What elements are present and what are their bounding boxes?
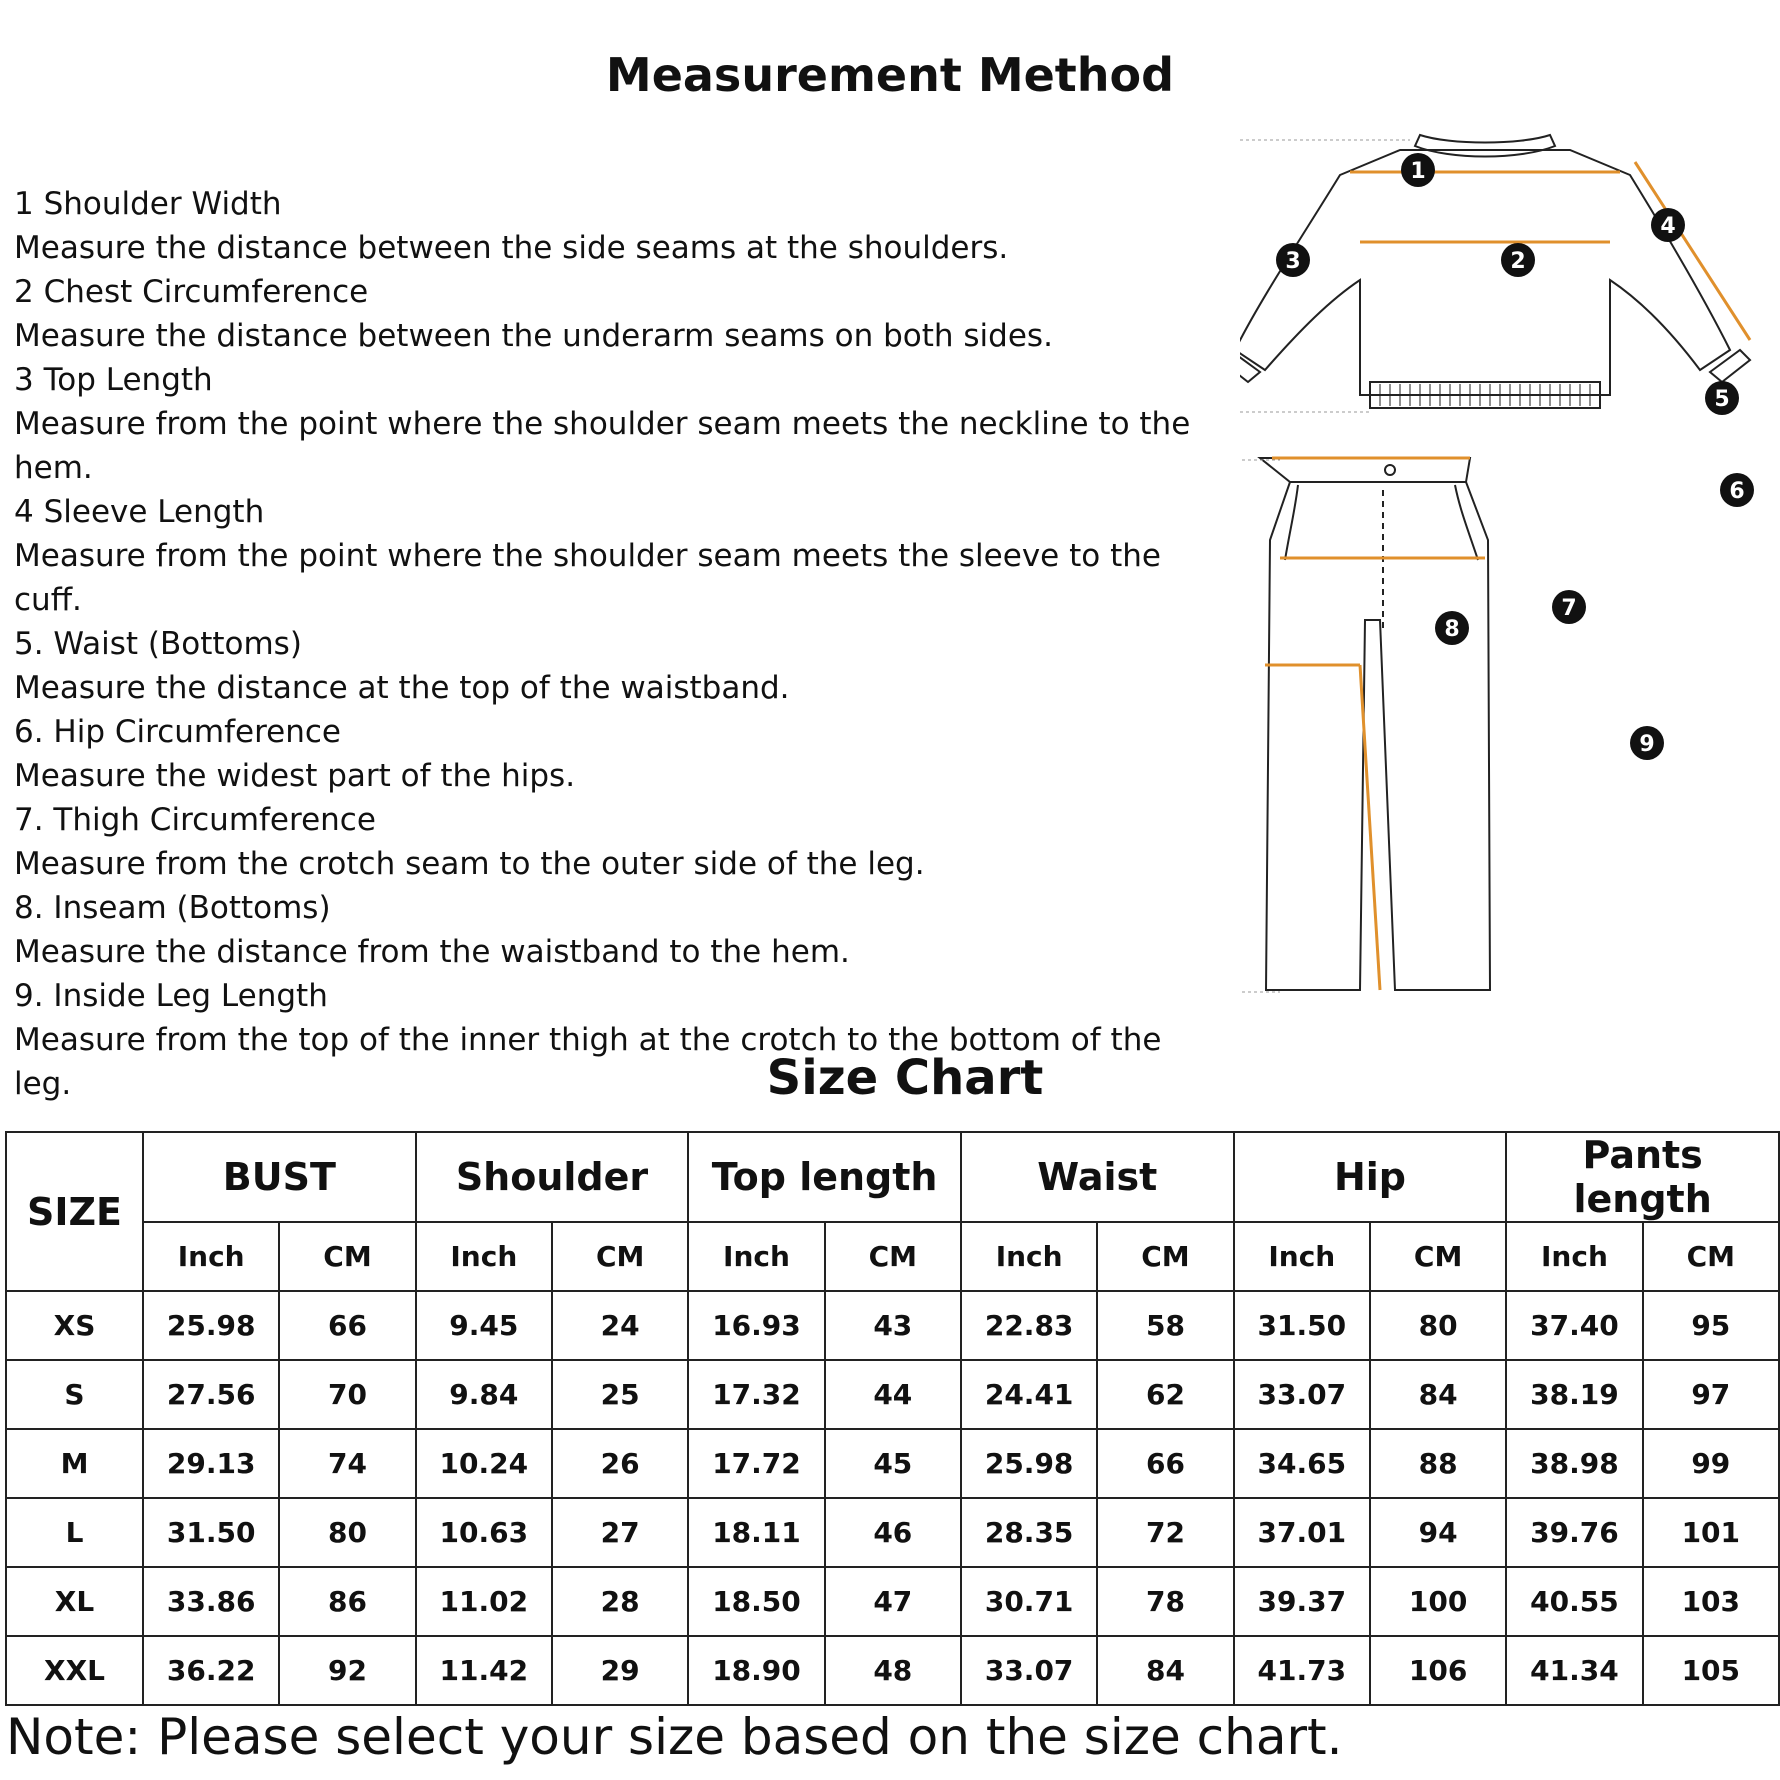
instruction-text: Measure the widest part of the hips.	[14, 758, 576, 794]
size-label: XXL	[6, 1636, 143, 1705]
unit-header: CM	[1370, 1222, 1506, 1291]
table-cell: 103	[1643, 1567, 1779, 1636]
table-cell: 70	[279, 1360, 415, 1429]
instruction-text: Measure from the point where the shoulder seam meets the sleeve to the cuff.	[14, 538, 1171, 618]
table-cell: 10.24	[416, 1429, 552, 1498]
table-cell: 30.71	[961, 1567, 1097, 1636]
table-cell: 29	[552, 1636, 688, 1705]
badge-number: 3	[1285, 249, 1301, 274]
table-cell: 27	[552, 1498, 688, 1567]
table-cell: 25.98	[143, 1291, 279, 1360]
table-row	[6, 1360, 1779, 1429]
table-cell: 25.98	[961, 1429, 1097, 1498]
table-cell: 31.50	[143, 1498, 279, 1567]
sweater-measure-lines	[1240, 140, 1750, 412]
table-cell: 43	[825, 1291, 961, 1360]
table-cell: 9.45	[416, 1291, 552, 1360]
measure-group-header: Shoulder	[416, 1132, 689, 1222]
pants-measure-lines	[1240, 458, 1485, 990]
table-row	[6, 1567, 1779, 1636]
table-cell: 41.73	[1234, 1636, 1370, 1705]
unit-header: Inch	[688, 1222, 824, 1291]
table-cell: 31.50	[1234, 1291, 1370, 1360]
unit-header: Inch	[1506, 1222, 1642, 1291]
table-cell: 24.41	[961, 1360, 1097, 1429]
badge-number: 9	[1639, 732, 1655, 757]
size-chart-table	[5, 1131, 1780, 1706]
table-cell: 38.98	[1506, 1429, 1642, 1498]
number-badge	[1552, 590, 1586, 624]
instruction-text: Measure the distance between the underarm seams on both sides.	[14, 318, 1053, 354]
table-cell: 33.86	[143, 1567, 279, 1636]
table-cell: 40.55	[1506, 1567, 1642, 1636]
table-cell: 37.01	[1234, 1498, 1370, 1567]
table-cell: 17.72	[688, 1429, 824, 1498]
table-cell: 25	[552, 1360, 688, 1429]
number-badge	[1276, 243, 1310, 277]
table-cell: 38.19	[1506, 1360, 1642, 1429]
table-cell: 101	[1643, 1498, 1779, 1567]
table-cell: 66	[1097, 1429, 1233, 1498]
size-chart-title: Size Chart	[766, 1050, 1044, 1106]
table-cell: 34.65	[1234, 1429, 1370, 1498]
table-cell: 22.83	[961, 1291, 1097, 1360]
table-cell: 92	[279, 1636, 415, 1705]
table-cell: 86	[279, 1567, 415, 1636]
instruction-heading: 5. Waist (Bottoms)	[14, 626, 302, 662]
table-cell: 29.13	[143, 1429, 279, 1498]
size-label: L	[6, 1498, 143, 1567]
badge-number: 8	[1444, 617, 1460, 642]
table-cell: 105	[1643, 1636, 1779, 1705]
instruction-heading: 6. Hip Circumference	[14, 714, 341, 750]
table-cell: 33.07	[1234, 1360, 1370, 1429]
unit-header: Inch	[961, 1222, 1097, 1291]
table-cell: 33.07	[961, 1636, 1097, 1705]
unit-header: Inch	[416, 1222, 552, 1291]
unit-header: CM	[552, 1222, 688, 1291]
table-cell: 41.34	[1506, 1636, 1642, 1705]
instruction-heading: 9. Inside Leg Length	[14, 978, 328, 1014]
table-cell: 62	[1097, 1360, 1233, 1429]
table-cell: 47	[825, 1567, 961, 1636]
table-cell: 99	[1643, 1429, 1779, 1498]
table-cell: 94	[1370, 1498, 1506, 1567]
table-cell: 24	[552, 1291, 688, 1360]
number-badge	[1435, 611, 1469, 645]
badge-number: 7	[1561, 596, 1577, 621]
table-cell: 84	[1370, 1360, 1506, 1429]
instruction-heading: 3 Top Length	[14, 362, 213, 398]
table-cell: 10.63	[416, 1498, 552, 1567]
table-cell: 18.11	[688, 1498, 824, 1567]
table-cell: 100	[1370, 1567, 1506, 1636]
table-row	[6, 1636, 1779, 1705]
instruction-heading: 2 Chest Circumference	[14, 274, 369, 310]
table-cell: 45	[825, 1429, 961, 1498]
table-cell: 27.56	[143, 1360, 279, 1429]
size-note: Note: Please select your size based on the size chart.	[6, 1708, 1343, 1766]
table-cell: 28.35	[961, 1498, 1097, 1567]
number-badge	[1720, 473, 1754, 507]
instruction-text: Measure the distance at the top of the waistband.	[14, 670, 790, 706]
table-cell: 26	[552, 1429, 688, 1498]
measurement-instructions	[14, 182, 1214, 1106]
badge-number: 2	[1510, 249, 1526, 274]
table-cell: 80	[1370, 1291, 1506, 1360]
size-column-header: SIZE	[6, 1132, 143, 1291]
instruction-heading: 1 Shoulder Width	[14, 186, 282, 222]
table-cell: 11.42	[416, 1636, 552, 1705]
table-cell: 16.93	[688, 1291, 824, 1360]
unit-header: CM	[825, 1222, 961, 1291]
table-cell: 11.02	[416, 1567, 552, 1636]
instruction-text: Measure from the crotch seam to the outer side of the leg.	[14, 846, 925, 882]
instruction-text: Measure the distance between the side seams at the shoulders.	[14, 230, 1009, 266]
measure-group-header: Pants length	[1506, 1132, 1779, 1222]
instruction-heading: 7. Thigh Circumference	[14, 802, 376, 838]
size-chart-body	[6, 1291, 1779, 1705]
number-badge	[1501, 243, 1535, 277]
table-cell: 37.40	[1506, 1291, 1642, 1360]
table-cell: 18.90	[688, 1636, 824, 1705]
table-cell: 46	[825, 1498, 961, 1567]
table-cell: 9.84	[416, 1360, 552, 1429]
size-label: S	[6, 1360, 143, 1429]
instruction-heading: 8. Inseam (Bottoms)	[14, 890, 331, 926]
table-row	[6, 1498, 1779, 1567]
badge-number: 4	[1660, 214, 1676, 239]
number-badge	[1401, 153, 1435, 187]
page-title: Measurement Method	[605, 48, 1175, 102]
size-label: M	[6, 1429, 143, 1498]
measure-group-header: Top length	[688, 1132, 961, 1222]
table-cell: 106	[1370, 1636, 1506, 1705]
size-label: XL	[6, 1567, 143, 1636]
table-cell: 97	[1643, 1360, 1779, 1429]
table-cell: 48	[825, 1636, 961, 1705]
measure-group-header: Waist	[961, 1132, 1234, 1222]
table-cell: 66	[279, 1291, 415, 1360]
unit-header: Inch	[1234, 1222, 1370, 1291]
size-label: XS	[6, 1291, 143, 1360]
unit-header: CM	[1643, 1222, 1779, 1291]
table-cell: 39.76	[1506, 1498, 1642, 1567]
table-row	[6, 1291, 1779, 1360]
table-cell: 80	[279, 1498, 415, 1567]
instruction-text: Measure the distance from the waistband to the hem.	[14, 934, 850, 970]
badge-number: 6	[1729, 479, 1745, 504]
table-cell: 44	[825, 1360, 961, 1429]
badge-number: 5	[1714, 387, 1730, 412]
number-badge	[1651, 208, 1685, 242]
badge-number: 1	[1410, 159, 1426, 184]
number-badge	[1705, 381, 1739, 415]
instruction-text: Measure from the point where the shoulder seam meets the neckline to the hem.	[14, 406, 1191, 486]
unit-header: CM	[279, 1222, 415, 1291]
table-cell: 39.37	[1234, 1567, 1370, 1636]
measure-group-header: Hip	[1234, 1132, 1507, 1222]
table-cell: 36.22	[143, 1636, 279, 1705]
instruction-text: Measure from the top of the inner thigh at the crotch to the bottom of the leg.	[14, 1022, 1172, 1102]
sweater-illustration	[1240, 135, 1750, 408]
table-cell: 17.32	[688, 1360, 824, 1429]
table-cell: 74	[279, 1429, 415, 1498]
table-cell: 58	[1097, 1291, 1233, 1360]
instruction-heading: 4 Sleeve Length	[14, 494, 265, 530]
table-cell: 88	[1370, 1429, 1506, 1498]
table-cell: 95	[1643, 1291, 1779, 1360]
table-cell: 28	[552, 1567, 688, 1636]
unit-header-row	[6, 1222, 1779, 1291]
unit-header: CM	[1097, 1222, 1233, 1291]
measure-group-header: BUST	[143, 1132, 416, 1222]
table-cell: 72	[1097, 1498, 1233, 1567]
number-badge	[1630, 726, 1664, 760]
table-cell: 78	[1097, 1567, 1233, 1636]
table-row	[6, 1429, 1779, 1498]
table-cell: 18.50	[688, 1567, 824, 1636]
garment-diagram	[1240, 120, 1780, 1010]
group-header-row	[6, 1132, 1779, 1222]
unit-header: Inch	[143, 1222, 279, 1291]
table-cell: 84	[1097, 1636, 1233, 1705]
